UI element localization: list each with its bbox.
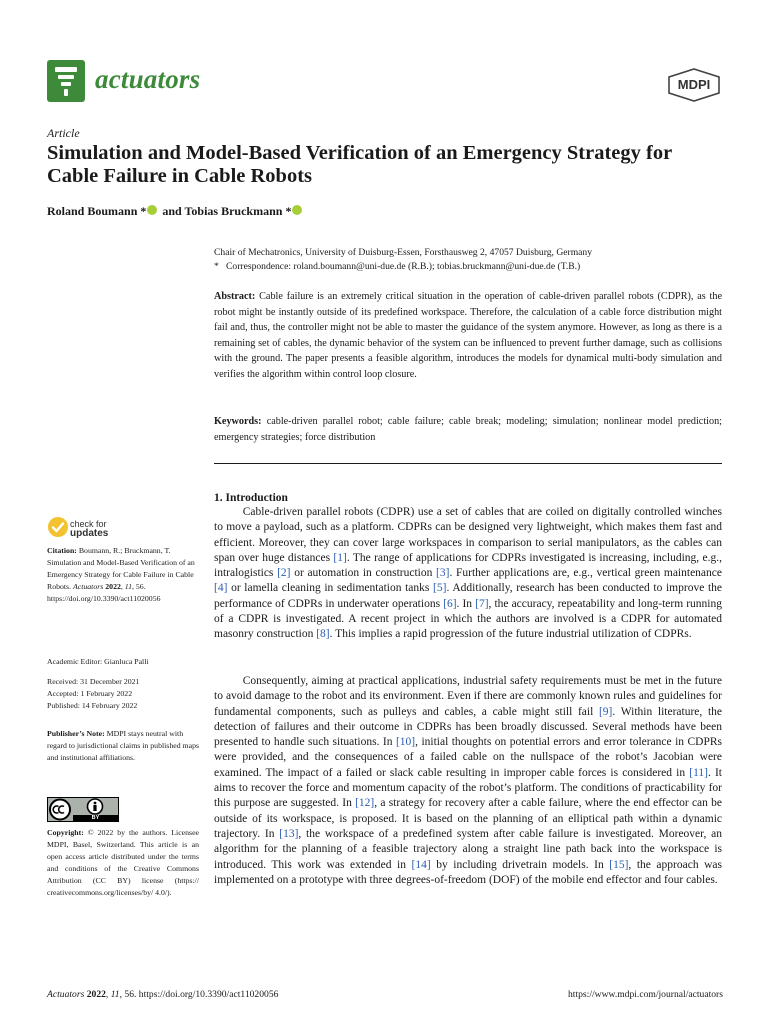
reference-link[interactable]: [9] [598, 705, 613, 718]
text-run: Cable-driven parallel robots (CDPR) use a set of cables that are coiled on digitally controlled winches to move a payload, such as a platform. CDPRs can be designed very lightweight, which makes them fast and efficient. Moreover, they can cover large workspaces in comparison to serial manipulators, as the cables can span over huge distances [214, 506, 722, 564]
text-run: by including drivetrain models. In [430, 858, 610, 871]
text-run: . The range of applications for CDPRs investigated is increasing, including, e.g., intralogistics [214, 551, 722, 580]
body-paragraph [214, 674, 722, 888]
check-for-updates-label[interactable]: updates [70, 528, 109, 539]
citation-label: Citation: [47, 546, 77, 555]
text-run: , the workspace of a predefined system after cable failure is investigated. Moreover, an algorithm for the planning of a feasible trajectory along a straight line path back into the workspace is introduced. This work was extended in [214, 827, 722, 871]
reference-link[interactable]: [8] [316, 628, 330, 641]
orcid-icon[interactable] [292, 205, 302, 215]
reference-link[interactable]: [11] [689, 766, 708, 779]
text-run: , initial thoughts on potential errors and error tolerance in CDPRs were provided, and the consequences of a failed cable on the nullspace of the robot’s Jacobian were examined. The impact of a failed or slack cable resulting in improper cable forces is considered in [214, 736, 722, 779]
citation-text: Boumann, R.; Bruckmann, T. Simulation and Model-Based Verification of an Emergency Strategy for Cable Failure in Cable Robots. [47, 546, 195, 591]
author-name[interactable]: Tobias Bruckmann * [184, 204, 292, 218]
citation-doi[interactable]: , 56. https://doi.org/10.3390/act11020056 [47, 582, 161, 603]
author-name[interactable]: Roland Boumann * [47, 204, 147, 218]
cc-by-license-badge[interactable] [47, 797, 119, 822]
text-run: , a strategy for recovery after a cable failure, where the end effector can be outside of its workspace, is proposed. It is based on the planning of an elliptical path within a dynamic trajectory. In [214, 797, 723, 840]
orcid-icon[interactable] [147, 205, 157, 215]
abstract [214, 289, 722, 382]
footer-volume: 11 [110, 989, 120, 1000]
check-for-updates-icon[interactable] [47, 516, 69, 538]
body-paragraph [214, 505, 722, 643]
cc-by-label: BY [91, 814, 100, 821]
text-run: . Additionally, research has been conducted to improve the performance of CDPRs in underwater operations [214, 582, 723, 610]
check-for-updates-label[interactable]: check for [70, 519, 107, 529]
correspondence: * Correspondence: roland.boumann@uni-due.de (R.B.); tobias.bruckmann@uni-due.de (T.B.) [214, 261, 581, 272]
publishers-note-label: Publisher’s Note: [47, 729, 105, 738]
publishers-note [47, 728, 199, 764]
reference-link[interactable]: [15] [609, 858, 629, 871]
copyright-text: © 2022 by the authors. Licensee MDPI, Basel, Switzerland. This article is an open access article distributed under the terms and conditions of the Creative Commons Attribution (CC BY) license (https:// creativecommons.org/licenses/by/ 4.0/). [47, 828, 199, 897]
keywords-label: Keywords: [214, 416, 262, 427]
publisher-name: MDPI [677, 77, 711, 92]
text-run: . It aims to recover the force and momentum capacity of the robot’s platform. The conditions of practicability for this purpose are suggested. In [214, 766, 722, 810]
copyright-label: Copyright: [47, 828, 84, 837]
text-run: . Further applications are, e.g., vertical green maintenance [449, 567, 722, 580]
publisher-logo [665, 68, 723, 102]
copyright [47, 827, 199, 899]
reference-link[interactable]: [3] [436, 567, 450, 580]
text-run: Consequently, aiming at practical applications, industrial safety requirements must be met in the future to avoid damage to the robot and its environment. Even if there are commonly known rules and guidelines for fundamental components, such as pulleys and cables, a cable might still fail [214, 675, 722, 718]
footer-journal: Actuators [47, 989, 85, 1000]
footer-year: 2022 [86, 989, 106, 1000]
citation-journal: Actuators [73, 582, 104, 591]
accepted-date: Accepted: 1 February 2022 [47, 689, 133, 698]
text-run: , the accuracy, repeatability and long-term running of a CDPR is investigated. A recent project in which the authors are involved is a CDPR for automated masonry construction [214, 597, 722, 641]
published-date: Published: 14 February 2022 [47, 701, 138, 710]
reference-link[interactable]: [10] [395, 736, 416, 749]
paper-title: Simulation and Model-Based Verification of an Emergency Strategy for Cable Failure in Cable Robots [47, 142, 672, 187]
academic-editor: Academic Editor: Gianluca Palli [47, 657, 149, 666]
reference-link[interactable]: [12] [355, 797, 375, 810]
keywords [214, 414, 722, 445]
text-run: . Within literature, the detection of failures and their outcome in CDPRs has been broadly discussed. Several methods have been presented to handle such situations. In [214, 705, 723, 749]
reference-link[interactable]: [1] [333, 551, 347, 564]
reference-link[interactable]: [13] [279, 827, 299, 840]
citation-volume: 11 [124, 582, 132, 591]
section-heading: 1. Introduction [214, 492, 288, 504]
text-run: , the approach was implemented on a prototype with three degrees-of-freedom (DOF) of the mobile end effector and four cables. [214, 858, 722, 886]
author-separator: and [159, 204, 185, 218]
journal-name: actuators [95, 64, 201, 94]
abstract-text: Cable failure is an extremely critical situation in the operation of cable-driven parallel robots (CDPR), as the robot might be instantly outside of its predefined workspace. Therefore, the calculation of a cable force distribution might fail and, thus, the controller might not be able to master the guidance of the system anymore. However, as long as there is a remaining set of cables, the dynamic behavior of the system can be influenced to prevent further damage, such as collisions with the ground. The paper presents a feasible algorithm, introduces the models for dynamical multi-body simulation and verifies the algorithm within control loop closure. [214, 291, 723, 380]
received-date: Received: 31 December 2021 [47, 677, 140, 686]
text-run: . In [456, 597, 476, 610]
footer-doi[interactable]: , 56. https://doi.org/10.3390/act11020056 [119, 989, 279, 1000]
text-run: or automation in construction [290, 567, 437, 580]
reference-link[interactable]: [7] [475, 597, 489, 610]
footer-journal-url[interactable]: https://www.mdpi.com/journal/actuators [568, 989, 723, 1000]
reference-link[interactable]: [5] [433, 582, 447, 595]
keywords-text: cable-driven parallel robot; cable failure; cable break; modeling; simulation; nonlinear model prediction; emergency strategies; force distribution [214, 416, 723, 443]
text-run: or lamella cleaning in sedimentation tanks [227, 582, 434, 595]
affiliation: Chair of Mechatronics, University of Duisburg-Essen, Forsthausweg 2, 47057 Duisburg, Germany [214, 247, 593, 258]
reference-link[interactable]: [14] [411, 858, 431, 871]
author-list [47, 203, 304, 219]
reference-link[interactable]: [2] [277, 567, 291, 580]
text-run: . This implies a rapid progression of the future industrial utilization of CDPRs. [329, 628, 692, 641]
footer-citation: Actuators 2022, 11, 56. https://doi.org/10.3390/act11020056 [47, 989, 279, 1000]
citation: Citation: Boumann, R.; Bruckmann, T. Simulation and Model-Based Verification of an Emergency Strategy for Cable Failure in Cable Robots. Actuators 2022, 11, 56. https://doi.org/10.3390/act11020056 [47, 546, 195, 603]
article-type: Article [47, 126, 80, 140]
citation-year: 2022 [105, 582, 121, 591]
reference-link[interactable]: [4] [214, 582, 228, 595]
publishers-note-text: MDPI stays neutral with regard to jurisdictional claims in published maps and institutional affiliations. [47, 729, 200, 762]
section-divider [214, 463, 722, 464]
reference-link[interactable]: [6] [443, 597, 457, 610]
abstract-label: Abstract: [214, 291, 256, 302]
journal-logo-icon [47, 60, 85, 102]
publication-dates [47, 676, 199, 712]
